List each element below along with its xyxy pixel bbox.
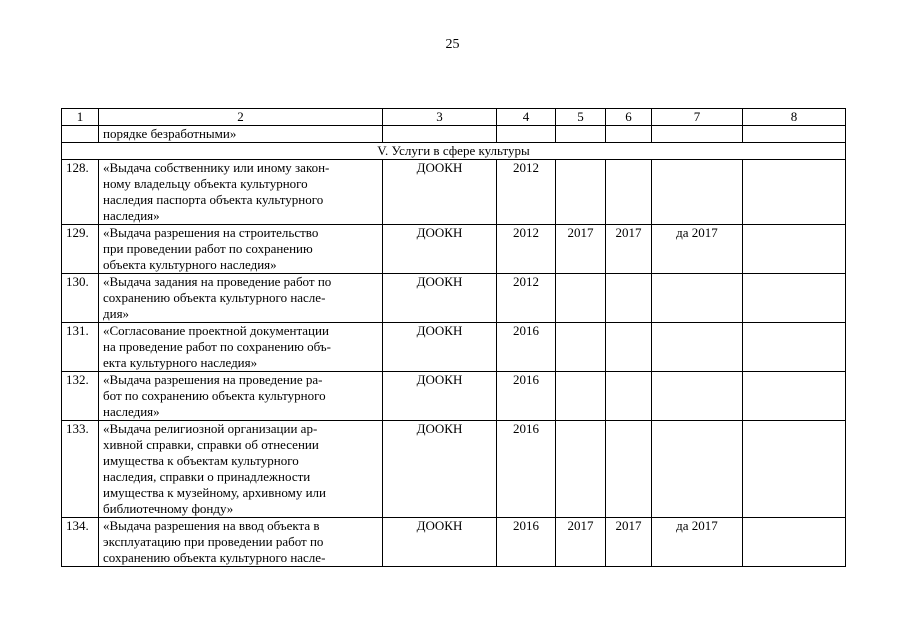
row-col3: ДООКН (383, 421, 497, 518)
table-row (62, 274, 846, 323)
row-col7 (652, 421, 743, 518)
row-col6 (606, 274, 652, 323)
row-col7 (652, 372, 743, 421)
service-description (99, 372, 383, 421)
row-col8 (743, 518, 846, 567)
description-line: дия» (103, 306, 130, 321)
row-number: 134. (62, 518, 99, 567)
row-col3: ДООКН (383, 323, 497, 372)
description-line: сохранению объекта культурного насле- (103, 550, 326, 565)
row-col8 (743, 372, 846, 421)
row-col6: 2017 (606, 225, 652, 274)
description-line: «Выдача разрешения на проведение ра- (103, 372, 323, 387)
service-description (99, 225, 383, 274)
service-description (99, 421, 383, 518)
header-cell-7: 7 (652, 109, 743, 126)
description-line: имущества к музейному, архивному или (103, 485, 326, 500)
service-description (99, 274, 383, 323)
row-col6 (606, 421, 652, 518)
continuation-col6 (606, 126, 652, 143)
description-line: «Выдача собственнику или иному закон- (103, 160, 330, 175)
row-number: 133. (62, 421, 99, 518)
row-col6 (606, 160, 652, 225)
description-line: «Выдача задания на проведение работ по (103, 274, 332, 289)
page-number: 25 (445, 37, 460, 52)
table-row (62, 518, 846, 567)
table-row (62, 160, 846, 225)
description-line: екта культурного наследия» (103, 355, 258, 370)
row-number: 129. (62, 225, 99, 274)
header-cell-1: 1 (62, 109, 99, 126)
row-col7: да 2017 (652, 225, 743, 274)
description-line: эксплуатацию при проведении работ по (103, 534, 324, 549)
section-row (62, 143, 846, 160)
description-line: «Выдача религиозной организации ар- (103, 421, 318, 436)
header-cell-8: 8 (743, 109, 846, 126)
description-line: бот по сохранению объекта культурного (103, 388, 326, 403)
header-cell-2: 2 (99, 109, 383, 126)
row-col5 (556, 323, 606, 372)
services-table (61, 108, 846, 567)
row-col4: 2012 (497, 225, 556, 274)
description-line: при проведении работ по сохранению (103, 241, 313, 256)
section-title: V. Услуги в сфере культуры (62, 143, 846, 160)
continuation-num (62, 126, 99, 143)
row-col5: 2017 (556, 518, 606, 567)
row-col4: 2016 (497, 421, 556, 518)
service-description (99, 518, 383, 567)
description-line: наследия паспорта объекта культурного (103, 192, 324, 207)
row-col5 (556, 160, 606, 225)
row-col3: ДООКН (383, 372, 497, 421)
description-line: наследия, справки о принадлежности (103, 469, 311, 484)
row-col3: ДООКН (383, 160, 497, 225)
row-col5 (556, 274, 606, 323)
row-col5 (556, 372, 606, 421)
description-line: «Выдача разрешения на ввод объекта в (103, 518, 320, 533)
table-row (62, 323, 846, 372)
row-col7 (652, 323, 743, 372)
row-col6 (606, 323, 652, 372)
description-line: ному владельцу объекта культурного (103, 176, 308, 191)
row-col4: 2012 (497, 274, 556, 323)
header-cell-5: 5 (556, 109, 606, 126)
continuation-row (62, 126, 846, 143)
row-col6 (606, 372, 652, 421)
description-line: имущества к объектам культурного (103, 453, 299, 468)
row-col4: 2016 (497, 518, 556, 567)
row-col3: ДООКН (383, 225, 497, 274)
table-row (62, 421, 846, 518)
header-cell-4: 4 (497, 109, 556, 126)
row-col8 (743, 225, 846, 274)
description-line: наследия» (103, 208, 160, 223)
description-line: библиотечному фонду» (103, 501, 234, 516)
row-col4: 2016 (497, 372, 556, 421)
row-col5 (556, 421, 606, 518)
continuation-col5 (556, 126, 606, 143)
row-col4: 2016 (497, 323, 556, 372)
row-col5: 2017 (556, 225, 606, 274)
row-col7 (652, 160, 743, 225)
description-line: «Выдача разрешения на строительство (103, 225, 319, 240)
table-row (62, 372, 846, 421)
continuation-col3 (383, 126, 497, 143)
description-line: «Согласование проектной документации (103, 323, 329, 338)
row-col7: да 2017 (652, 518, 743, 567)
description-line: хивной справки, справки об отнесении (103, 437, 319, 452)
continuation-description: порядке безработными» (99, 126, 383, 143)
table-header-row (62, 109, 846, 126)
description-line: на проведение работ по сохранению объ- (103, 339, 331, 354)
row-number: 131. (62, 323, 99, 372)
continuation-col4 (497, 126, 556, 143)
description-line: объекта культурного наследия» (103, 257, 277, 272)
row-col8 (743, 421, 846, 518)
description-line: наследия» (103, 404, 160, 419)
continuation-col8 (743, 126, 846, 143)
row-col3: ДООКН (383, 274, 497, 323)
row-col3: ДООКН (383, 518, 497, 567)
row-col8 (743, 160, 846, 225)
row-col6: 2017 (606, 518, 652, 567)
description-line: сохранению объекта культурного насле- (103, 290, 326, 305)
row-col7 (652, 274, 743, 323)
row-col4: 2012 (497, 160, 556, 225)
table-row (62, 225, 846, 274)
row-col8 (743, 274, 846, 323)
continuation-col7 (652, 126, 743, 143)
row-number: 128. (62, 160, 99, 225)
row-number: 130. (62, 274, 99, 323)
service-description (99, 160, 383, 225)
row-col8 (743, 323, 846, 372)
row-number: 132. (62, 372, 99, 421)
service-description (99, 323, 383, 372)
header-cell-3: 3 (383, 109, 497, 126)
header-cell-6: 6 (606, 109, 652, 126)
